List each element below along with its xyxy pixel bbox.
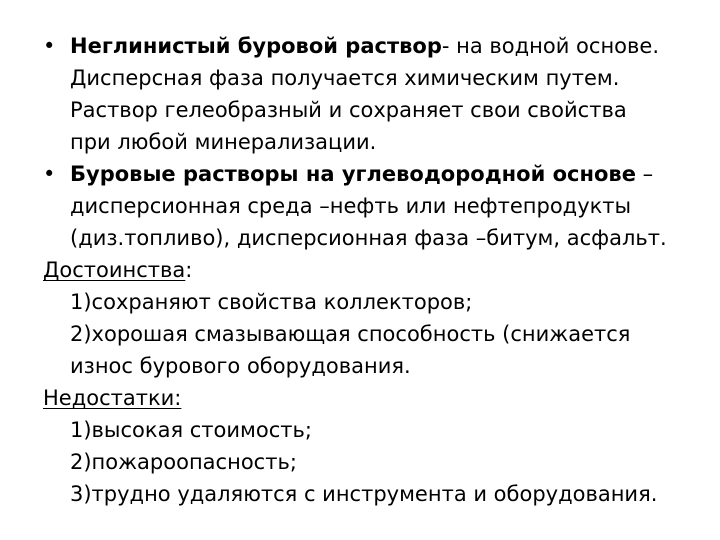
advantages-heading <box>43 254 713 286</box>
list-item: 2)хорошая смазывающая способность (снижается <box>70 322 631 346</box>
disadvantages-heading-label: Недостатки: <box>43 386 182 410</box>
bullet-first-line-rest: – <box>635 162 654 186</box>
bullet-lead-term: Неглинистый буровой раствор <box>70 34 442 58</box>
bullet-non-clay-mud <box>43 30 713 158</box>
bullet-lead-term: Буровые растворы на углеводородной основе <box>70 162 636 186</box>
list-item: износ бурового оборудования. <box>70 354 411 378</box>
list-item: 1)сохраняют свойства коллекторов; <box>70 290 473 314</box>
list-item: 2)пожароопасность; <box>70 450 297 474</box>
bullet-first-line <box>70 30 713 62</box>
bullet-icon: • <box>43 34 56 58</box>
bullet-text-line: дисперсионная среда –нефть или нефтепродукты <box>70 194 632 218</box>
bullet-text-line: при любой минерализации. <box>70 130 377 154</box>
bullet-text-line: (диз.топливо), дисперсионная фаза –битум, асфальт. <box>70 226 667 250</box>
bullet-text-line: Раствор гелеобразный и сохраняет свои свойства <box>70 98 627 122</box>
disadvantages-list <box>43 414 713 510</box>
list-item: 1)высокая стоимость; <box>70 418 312 442</box>
bullet-icon: • <box>43 162 56 186</box>
slide-body <box>43 30 713 510</box>
advantages-list <box>43 286 713 382</box>
bullet-text-line: Дисперсная фаза получается химическим путем. <box>70 66 620 90</box>
bullet-first-line-rest: - на водной основе. <box>441 34 659 58</box>
disadvantages-heading <box>43 382 713 414</box>
bullet-first-line <box>70 158 713 190</box>
advantages-heading-colon: : <box>185 258 193 282</box>
advantages-heading-label: Достоинства <box>43 258 186 282</box>
list-item: 3)трудно удаляются с инструмента и оборудования. <box>70 482 658 506</box>
bullet-hydrocarbon-mud <box>43 158 713 254</box>
